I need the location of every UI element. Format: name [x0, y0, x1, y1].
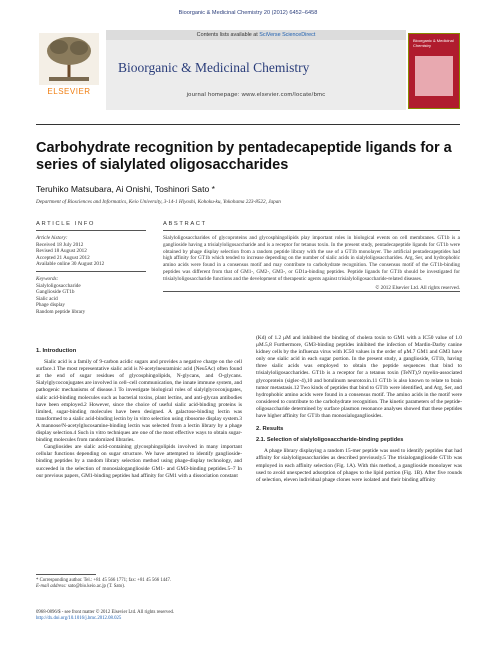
- header-rule: [36, 124, 460, 125]
- article-info-heading: ARTICLE INFO: [36, 221, 96, 227]
- keyword-item: Random peptide library: [36, 308, 86, 315]
- journal-cover-thumbnail: [408, 33, 460, 109]
- cover-title: Bioorganic & Medicinal Chemistry: [413, 38, 454, 48]
- keyword-item: Sialic acid: [36, 295, 58, 302]
- contents-line: [106, 30, 406, 40]
- body-left-column: [36, 348, 242, 480]
- keyword-item: Ganglioside GT1b: [36, 289, 75, 296]
- journal-homepage[interactable]: journal homepage: www.elsevier.com/locate/bmc: [186, 92, 326, 98]
- journal-reference: Bioorganic & Medicinal Chemistry 20 (2012) 6452–6458: [178, 10, 318, 16]
- email-label: E-mail address:: [36, 584, 68, 590]
- section-heading: 2. Results: [256, 426, 284, 433]
- sciverse-link[interactable]: SciVerse ScienceDirect: [259, 32, 316, 38]
- publisher-name: ELSEVIER: [47, 87, 91, 96]
- article-info: [36, 221, 146, 316]
- history-item: Received 18 July 2012: [36, 241, 84, 248]
- tree-emblem-icon: [39, 33, 99, 85]
- email-link[interactable]: sato@bio.keio.ac.jp (T. Sato).: [67, 584, 126, 590]
- divider: [36, 271, 146, 272]
- issn-line: 0968-0896/$ - see front matter © 2012 Elsevier Ltd. All rights reserved.: [36, 610, 175, 615]
- keywords-label: Keywords:: [36, 275, 59, 282]
- footnote: [36, 574, 242, 590]
- journal-title: Bioorganic & Medicinal Chemistry: [118, 60, 310, 75]
- divider: [163, 230, 460, 231]
- divider: [36, 230, 146, 231]
- body-right-column: [256, 335, 462, 484]
- author-list: Teruhiko Matsubara, Ai Onishi, Toshinori Sato *: [36, 184, 215, 194]
- paragraph: (Kd) of 1.2 μM and inhibited the binding of cholera toxin to GM1 with a IC50 value of 1.0 μM.5,8 Furthermore, GM3-binding peptides inhibited the infection of Mardin-Darby canine kidney cells by the influenza virus with IC50 values in the order of μM.7 GM1 and GM3 have only one sialic acid in each sugar portion. In the present study, a ganglioside, GT1b, having three sialic acids was employed to obtain the peptide sequences that bind to trisialyloligosaccharides. GT1b is a receptor for a tetanus toxin (TeNT),9 myelin-associated glycoprotein (siglec-4),10 and botulinum neurotoxin.11 GT1b is also known to relate to brain tumor metastasis.12 Two kinds of peptides that bind to GT1b were identified, and Arg, Ser, and hydrophobic amino acids were found in a consensus motif. The amino acids in the motif were considered to contribute to the carbohydrate recognition. The kinetic parameters of the peptide-oligosaccharide determined by surface plasmon resonance analyses showed that these peptides have higher affinity for GT1b than monosialogangliosides.: [256, 335, 462, 420]
- paragraph: Gangliosides are sialic acid-containing glycosphingolipids involved in many important cellular functions depending on sugar structure. We have attempted to identify ganglioside-binding peptides by a random library selection method using phage-display technology, and succeeded in the selection of monosialoganglioside GM1- and GM3-binding peptides.5–7 In our previous papers, GM1-binding peptides had affinity for GM1 with a dissociation constant: [36, 444, 242, 479]
- abstract-heading: ABSTRACT: [163, 221, 207, 227]
- abstract-text: Sialyloligosaccharides of glycoproteins and glycosphingolipids play important roles in biological events on cell membranes. GT1b is a ganglioside having a trisialyloligosaccharide and is a receptor for tetanus toxin. In the present study, pentadecapeptide ligands for GT1b were obtained by phage display selection from a random peptide library with the use of a GT1b monolayer. The artificial pentadecapeptides had high affinity for GT1b which tended to increase depending on the number of sialic acids in sialyloligosaccharides. Arg, Ser, and hydrophobic amino acids were found in a consensus motif and may contribute to carbohydrate recognition. The consensus motif of the GT1b-binding peptides was different from that of GM1-, GM2-, GM3-, or GD1a-binding peptides. Peptide ligands for GT1b should be investigated for trisialyloligosaccharide functions and the development of therapeutic agents against trisialyloligosaccharide-related diseases.: [163, 235, 460, 282]
- history-item: Accepted 21 August 2012: [36, 254, 90, 261]
- footnote-rule: [36, 574, 96, 575]
- article-title: Carbohydrate recognition by pentadecapeptide ligands for a series of sialylated oligosaccharides: [36, 140, 452, 173]
- abstract: [163, 221, 460, 292]
- history-item: Available online 30 August 2012: [36, 261, 105, 268]
- divider: [163, 291, 460, 292]
- cover-image: [415, 56, 453, 96]
- keyword-item: Phage display: [36, 302, 65, 309]
- section-heading: 1. Introduction: [36, 348, 77, 354]
- history-item: Revised 18 August 2012: [36, 248, 87, 255]
- contents-prefix: Contents lists available at: [196, 32, 260, 38]
- history-label: Article history:: [36, 235, 68, 241]
- bottom-meta: [36, 610, 174, 622]
- paragraph: Sialic acid is a family of 9-carbon acidic sugars and provides a negative charge on the cell surface.1 The most representative sialic acid is N-acetylneuraminic acid (Neu5Ac) often found at the end of sugar residues of glycosphingolipids, N-glycans, and O-glycans. Sialylglycoconjugates are involved in cell–cell communication, the innate immune system, and pathogenic mechanisms of disease.1 To investigate biological roles of sialylglycoconjugates, sialic acid-binding molecules such as bacterial toxins, plant lectins, and anti-glycan antibodies have been employed.2 However, since the choice of useful sialic acid-binding proteins is limited, sugar-binding molecules have been designed. A galactose-binding lectin was transformed to a sialic acid-binding lectin by in vitro selection using ribosome display system.3 A mannose/N-acetylglucosamine-binding lectin was selected from a lectin library by a phage display selection.4 Such in vitro techniques are one of the most effective ways to obtain sugar-binding molecules from randomized libraries.: [36, 359, 243, 444]
- subsection-heading: 2.1. Selection of sialyloligosaccharide-binding peptides: [256, 437, 404, 444]
- doi-link[interactable]: http://dx.doi.org/10.1016/j.bmc.2012.08.025: [36, 616, 122, 622]
- keyword-item: Sialyloligosaccharide: [36, 282, 81, 289]
- journal-header: [36, 30, 460, 110]
- corresponding-author: * Corresponding author. Tel.: +81 45 566 1771; fax: +81 45 566 1447.: [36, 578, 172, 583]
- paragraph: A phage library displaying a random 15-mer peptide was used to identify peptides that had affinity for sialyloligosaccharides as described previously.5 The trisialoganglioside GT1b was employed in each affinity selection (Fig. 1A). With this method, a ganglioside monolayer was used to avoid unexpected adsorption of phages to the lipid portion (Fig. 1B). After five rounds of selection, eleven individual phage clones were isolated and their binding affinity: [256, 448, 462, 483]
- elsevier-logo: [36, 33, 102, 109]
- affiliation: Department of Biosciences and Informatics, Keio University, 3-14-1 Hiyoshi, Kohoku-ku, Yokohama 223-8522, Japan: [36, 199, 281, 205]
- copyright: © 2012 Elsevier Ltd. All rights reserved.: [375, 284, 460, 291]
